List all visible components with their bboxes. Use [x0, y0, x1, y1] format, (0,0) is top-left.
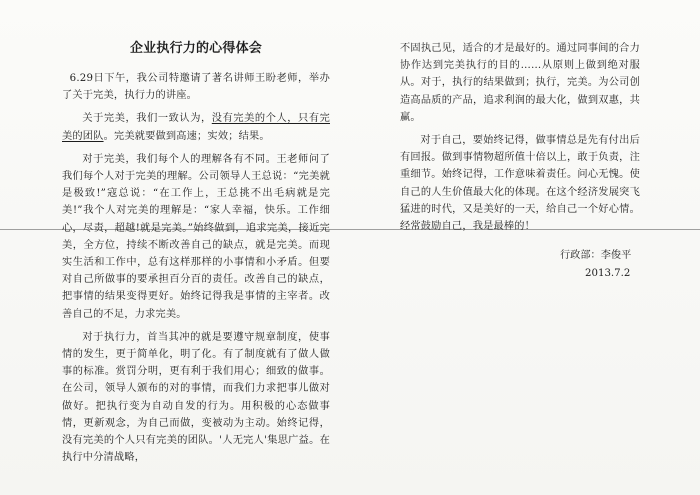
document-title: 企业执行力的心得体会: [129, 41, 262, 56]
paragraph-understanding: 对于完美，我们每个人的理解各有不同。王老师问了我们每个人对于完美的理解。公司领导人王总说：“完美就是极致!”寇总说：“在工作上，王总挑不出毛病就是完美!”我个人对完美的理解是：“家人幸福，快乐。工作细心，尽责，超越!就是完美。”始终做到，追求完美，接近完美，全方位，持续不断改善自己的缺点，就是完美。而现实生活和工作中，总有这样那样的小事情和小矛盾。但要对自己所做事的要承担百分百的责任。改善自己的缺点，把事情的结果变得更好。始终记得我是事情的主宰者。改善自己的不足，力求完美。: [62, 153, 330, 320]
paragraph-perfect-team-pre: 关于完美，我们一致认为，: [82, 113, 212, 125]
paragraph-perfect-team: [62, 110, 330, 144]
right-column: [400, 40, 640, 241]
signature-date: 2013.7.2: [585, 268, 631, 279]
paragraph-continued: 不固执己见，适合的才是最好的。通过同事间的合力协作达到完美执行的目的……从原则上做到绝对服从。对于，执行的结果做到；执行，完美。为公司创造高品质的产品，追求利润的最大化，做到双惠，共赢。: [400, 43, 640, 123]
underlined-phrase: 没有完美的个人，只有完美的团队: [62, 113, 330, 142]
signature-department: 行政部：李俊平: [560, 250, 632, 261]
paragraph-intro: [62, 70, 330, 104]
paragraph-perfect-team-post: 。完美就要做到高速；实效；结果。: [103, 130, 270, 142]
paragraph-execution: 对于执行力，首当其冲的就是要遵守规章制度，使事情的发生，更于简单化，明了化。有了制度就有了做人做事的标准。赏罚分明，更有利于我们用心；细致的做事。在公司，领导人颁布的对的事情，而我们力求把事儿做对做好。把执行变为自动自发的行为。用积极的心态做事情，更新观念，为自己而做，变被动为主动。始终记得，没有完美的个人只有完美的团队。'人无完人'集思广益。在执行中分清战略，: [62, 331, 330, 464]
paragraph-self: 对于自己，要始终记得，做事情总是先有付出后有回报。做到事情物超所值十倍以上，敢于负责，注重细节。始终记得，工作意味着责任。问心无愧。使自己的人生价值最大化的体现。在这个经济发展突飞猛进的时代，又是美好的一天，给自己一个好心情。经常鼓励自己，我是最棒的！: [400, 135, 640, 233]
left-column: [62, 40, 330, 472]
paragraph-intro-text: 6.29日下午，我公司特邀请了著名讲师王盼老师，举办了关于完美，执行力的讲座。: [62, 73, 330, 102]
